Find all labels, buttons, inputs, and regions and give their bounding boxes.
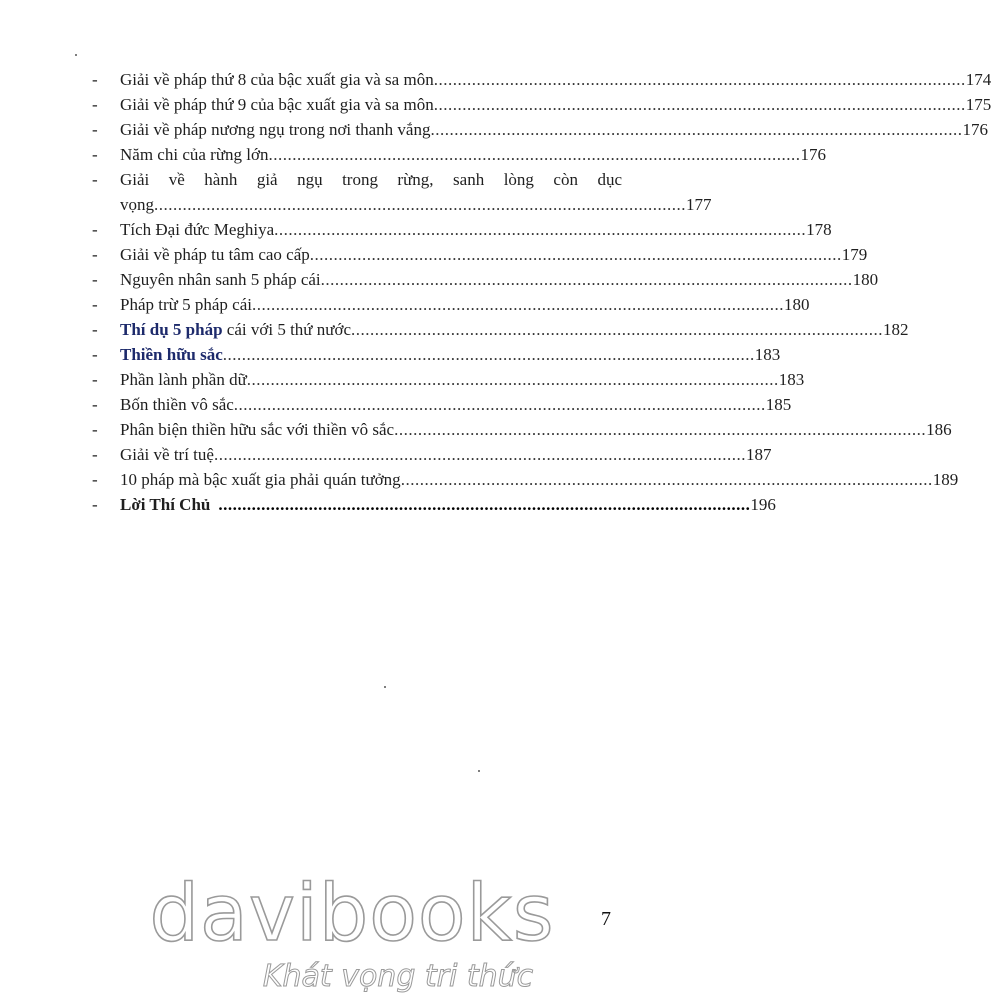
- dot-leader: ................................................................................................................: [394, 420, 927, 439]
- dot-leader: ................................................................................................................: [274, 220, 807, 239]
- toc-entry-page: 183: [778, 370, 805, 389]
- dot-leader: ................................................................................................................: [233, 395, 766, 414]
- table-of-contents: [92, 67, 991, 517]
- scan-speck: [75, 54, 77, 56]
- toc-entry-page: 186: [926, 420, 952, 439]
- toc-dash: -: [92, 470, 98, 489]
- toc-entry-page: 180: [783, 295, 810, 314]
- dot-leader: ................................................................................................................: [351, 320, 884, 339]
- toc-entry-title-line2: vọng: [120, 195, 154, 214]
- toc-dash: -: [92, 145, 98, 164]
- toc-entry-title-line1: Giải về hành giả ngụ trong rừng, sanh lòng còn dục: [120, 170, 622, 189]
- dot-leader: ................................................................................................................: [251, 295, 784, 314]
- toc-entry: [92, 292, 810, 317]
- toc-dash: -: [92, 420, 98, 439]
- toc-entry-title: Tích Đại đức Meghiya: [120, 220, 275, 239]
- toc-entry: [92, 392, 792, 417]
- toc-entry-title: Lời Thí Chủ: [120, 495, 211, 514]
- toc-entry: [92, 417, 952, 442]
- toc-entry-page: 178: [806, 220, 832, 239]
- toc-entry-page: 176: [800, 145, 826, 164]
- toc-entry: [92, 317, 909, 342]
- toc-entry-title: Năm chi của rừng lớn: [120, 145, 269, 164]
- toc-entry-title: [120, 317, 351, 342]
- toc-dash: -: [92, 345, 98, 364]
- dot-leader: ................................................................................................................: [309, 245, 842, 264]
- toc-entry-page: 175: [965, 95, 991, 114]
- toc-entry-title: Giải về pháp thứ 8 của bậc xuất gia và sa môn: [120, 70, 434, 89]
- toc-entry: [92, 117, 988, 142]
- toc-dash: -: [92, 170, 98, 189]
- toc-entry: [92, 467, 959, 492]
- watermark-logo: [0, 868, 700, 1001]
- toc-entry-title: Phần lành phần dữ: [120, 370, 247, 389]
- dot-leader: ................................................................................................................: [154, 195, 686, 214]
- dot-leader: ................................................................................................................: [400, 470, 933, 489]
- toc-entry-title: Bốn thiền vô sắc: [120, 395, 234, 414]
- toc-entry-page: 179: [841, 245, 868, 264]
- toc-entry-page: 187: [745, 445, 772, 464]
- toc-dash: -: [92, 270, 98, 289]
- dot-leader: ................................................................................................................: [222, 345, 755, 364]
- toc-entry-title: Thiền hữu sắc: [120, 345, 223, 364]
- toc-entry: [92, 367, 805, 392]
- toc-entry-title: Phân biện thiền hữu sắc với thiền vô sắc: [120, 420, 395, 439]
- dot-leader: ................................................................................................................: [246, 370, 779, 389]
- toc-dash: -: [92, 395, 98, 414]
- toc-entry: [92, 67, 991, 92]
- toc-entry: [92, 242, 868, 267]
- dot-leader: ................................................................................................................: [320, 270, 853, 289]
- dot-leader: ................................................................................................................: [430, 120, 963, 139]
- toc-dash: -: [92, 370, 98, 389]
- toc-dash: -: [92, 95, 98, 114]
- toc-entry: [92, 267, 879, 292]
- toc-entry: [92, 217, 832, 242]
- toc-dash: -: [92, 245, 98, 264]
- toc-entry-page: 180: [852, 270, 879, 289]
- toc-entry-title-bold: Thí dụ 5 pháp: [120, 320, 223, 339]
- toc-entry-title: Giải về trí tuệ: [120, 445, 214, 464]
- watermark-slogan: Khát vọng tri thức: [262, 959, 534, 994]
- toc-dash: -: [92, 120, 98, 139]
- toc-dash: -: [92, 220, 98, 239]
- toc-entry-page: 185: [765, 395, 792, 414]
- toc-entry-title: Giải về pháp tu tâm cao cấp: [120, 245, 310, 264]
- toc-dash: -: [92, 320, 98, 339]
- toc-dash: -: [92, 495, 98, 514]
- dot-leader: ................................................................................................................: [213, 445, 746, 464]
- toc-entry: [92, 342, 781, 367]
- toc-entry: [92, 442, 772, 467]
- toc-dash: -: [92, 445, 98, 464]
- toc-entry: [92, 92, 991, 117]
- toc-entry-page: 196: [750, 495, 776, 514]
- dot-leader: ................................................................................................................: [433, 95, 966, 114]
- scan-speck: [384, 686, 386, 688]
- toc-entry-page: 189: [932, 470, 959, 489]
- watermark-brand: davibooks: [149, 869, 555, 959]
- dot-leader: ................................................................................................................: [218, 495, 751, 514]
- toc-entry-page: 182: [883, 320, 909, 339]
- toc-entry-page: 176: [962, 120, 988, 139]
- dot-leader: ................................................................................................................: [268, 145, 801, 164]
- toc-entry-title: Nguyên nhân sanh 5 pháp cái: [120, 270, 321, 289]
- toc-entry-page: 183: [754, 345, 781, 364]
- toc-entry-title: Pháp trừ 5 pháp cái: [120, 295, 252, 314]
- toc-entry-title: Giải về pháp thứ 9 của bậc xuất gia và sa môn: [120, 95, 434, 114]
- dot-leader: ................................................................................................................: [433, 70, 966, 89]
- toc-entry-title: 10 pháp mà bậc xuất gia phải quán tưởng: [120, 470, 401, 489]
- page-number: 7: [601, 908, 611, 930]
- toc-dash: -: [92, 295, 98, 314]
- toc-entry-page: 177: [686, 195, 712, 214]
- toc-entry: [92, 492, 776, 517]
- toc-entry: [92, 142, 826, 167]
- toc-entry-title: Giải về pháp nương ngụ trong nơi thanh vắng: [120, 120, 431, 139]
- toc-entry-page: 174: [965, 70, 991, 89]
- toc-entry-title-rest: cái với 5 thứ nước: [222, 320, 352, 339]
- scan-speck: [478, 770, 480, 772]
- toc-dash: -: [92, 70, 98, 89]
- toc-entry: [92, 167, 712, 217]
